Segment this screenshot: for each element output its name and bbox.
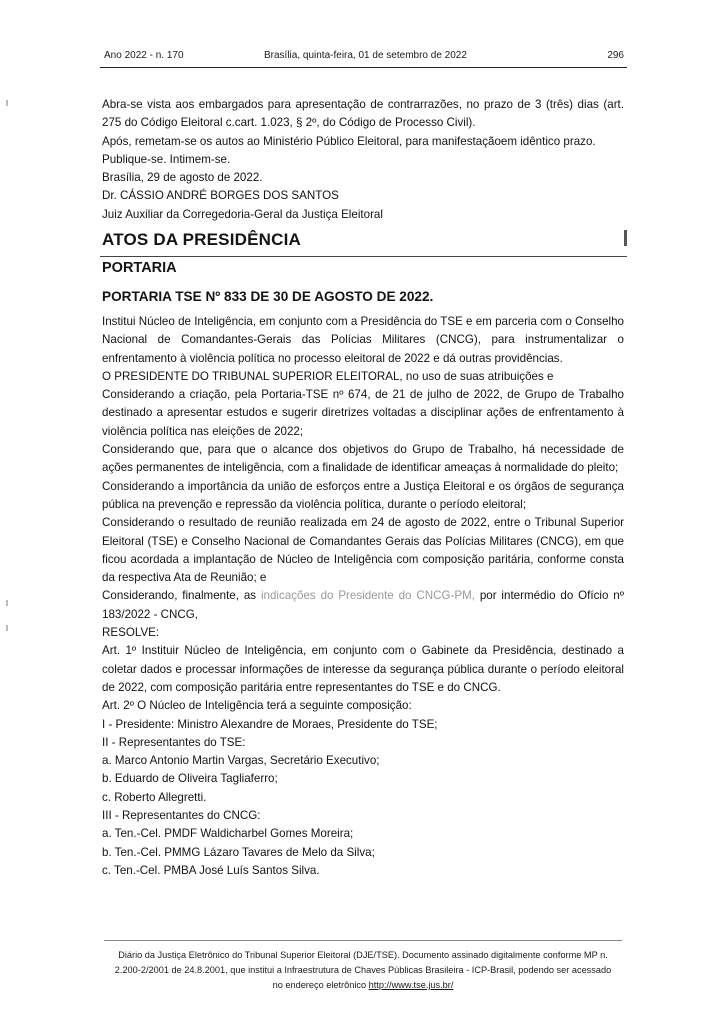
considerando: Considerando a importância da união de esforços entre a Justiça Eleitoral e os órgãos de segurança pública na prevenção e repressão da violência política, durante o período eleitoral; [102,479,624,511]
faded-text-segment: indicações do Presidente do CNCG-PM, [260,589,475,603]
text-segment: por intermédio do Ofício nº 183/2022 - CNCG, [102,589,624,621]
act-date: Brasília, 29 de agosto de 2022. [102,171,263,185]
list-item: c. Roberto Allegretti. [102,790,207,804]
footer-line [104,978,622,993]
tse-link[interactable]: http://www.tse.jus.br/ [368,980,454,990]
signer-name: Dr. CÁSSIO ANDRÉ BORGES DOS SANTOS [102,189,339,203]
article-1: Art. 1º Instituir Núcleo de Inteligência, em conjunto com o Gabinete da Presidência, destinado a coletar dados e processar informações de interesse da segurança pública durante o período eleitoral de 2022, com composição paritária entre representantes do TSE e do CNCG. [102,644,624,694]
footer-line: Diário da Justiça Eletrônico do Tribunal Superior Eleitoral (DJE/TSE). Documento assinado digitalmente conforme MP n. [118,950,608,960]
list-item: c. Ten.-Cel. PMBA José Luís Santos Silva. [102,863,320,877]
heading-corner-mark [624,230,627,246]
considerando-final [102,587,624,624]
scan-artifact [6,100,8,106]
publication-date: Brasília, quinta-feira, 01 de setembro de 2022 [264,50,467,61]
paragraph: Após, remetam-se os autos ao Ministério Público Eleitoral, para manifestaçãoem idêntico prazo. [102,134,596,148]
footer-line: 2.200-2/2001 de 24.8.2001, que institui a Infraestrutura de Chaves Públicas Brasileira - ICP-Brasil, podendo ser acessado [114,965,612,975]
paragraph: Publique-se. Intimem-se. [102,152,231,166]
list-item: a. Marco Antonio Martin Vargas, Secretário Executivo; [102,754,380,768]
footer-rule [104,940,622,941]
previous-act [102,96,624,224]
considerando: Considerando que, para que o alcance dos objetivos do Grupo de Trabalho, há necessidade de ações permanentes de inteligência, com a finalidade de identificar ameaças à normalidade do pleito; [102,443,624,475]
text-segment: Considerando, finalmente, as [102,589,257,603]
list-item: b. Eduardo de Oliveira Tagliaferro; [102,772,278,786]
signer-role: Juiz Auxiliar da Corregedoria-Geral da Justiça Eleitoral [102,207,383,221]
preamble: O PRESIDENTE DO TRIBUNAL SUPERIOR ELEITORAL, no uso de suas atribuições e [102,369,554,383]
scan-artifact [6,625,8,631]
scan-artifact [6,600,8,606]
edition-info: Ano 2022 - n. 170 [104,50,184,61]
resolve: RESOLVE: [102,626,160,640]
list-item: I - Presidente: Ministro Alexandre de Moraes, Presidente do TSE; [102,717,438,731]
article-2: Art. 2º O Núcleo de Inteligência terá a seguinte composição: [102,699,412,713]
considerando: Considerando o resultado de reunião realizada em 24 de agosto de 2022, entre o Tribunal Superior Eleitoral (TSE) e Conselho Nacional de Comandantes Gerais das Polícias Militares (CNCG), em que ficou acordada a implantação de Núcleo de Inteligência com composição paritária, conforme consta da respectiva Ata de Reunião; e [102,516,624,585]
list-item: III - Representantes do CNCG: [102,809,261,823]
section-title: ATOS DA PRESIDÊNCIA [102,230,302,249]
paragraph: Abra-se vista aos embargados para apresentação de contrarrazões, no prazo de 3 (três) dias (art. 275 do Código Eleitoral c.cart. 1.023, § 2º, do Código de Processo Civil). [102,98,624,130]
list-item: a. Ten.-Cel. PMDF Waldicharbel Gomes Moreira; [102,827,354,841]
list-item: b. Ten.-Cel. PMMG Lázaro Tavares de Melo da Silva; [102,845,375,859]
portaria-body [102,313,624,880]
considerando: Considerando a criação, pela Portaria-TSE nº 674, de 21 de julho de 2022, de Grupo de Trabalho destinado a apresentar estudos e sugerir diretrizes voltadas a disciplinar ações de enfrentamento à violência política nas eleições de 2022; [102,388,624,438]
section-heading [100,226,627,257]
subheading: PORTARIA [102,260,177,276]
page-footer [104,948,622,993]
list-item: II - Representantes do TSE: [102,735,246,749]
ementa: Institui Núcleo de Inteligência, em conjunto com a Presidência do TSE e em parceria com o Conselho Nacional de Comandantes-Gerais das Polícias Militares (CNCG), para instrumentalizar o enfrentamento à violência política no processo eleitoral de 2022 e dá outras providências. [102,315,624,365]
page-number: 296 [607,50,624,61]
footer-text: no endereço eletrônico [272,980,369,990]
header-rule [100,67,627,68]
portaria-title: PORTARIA TSE Nº 833 DE 30 DE AGOSTO DE 2022. [102,289,434,304]
